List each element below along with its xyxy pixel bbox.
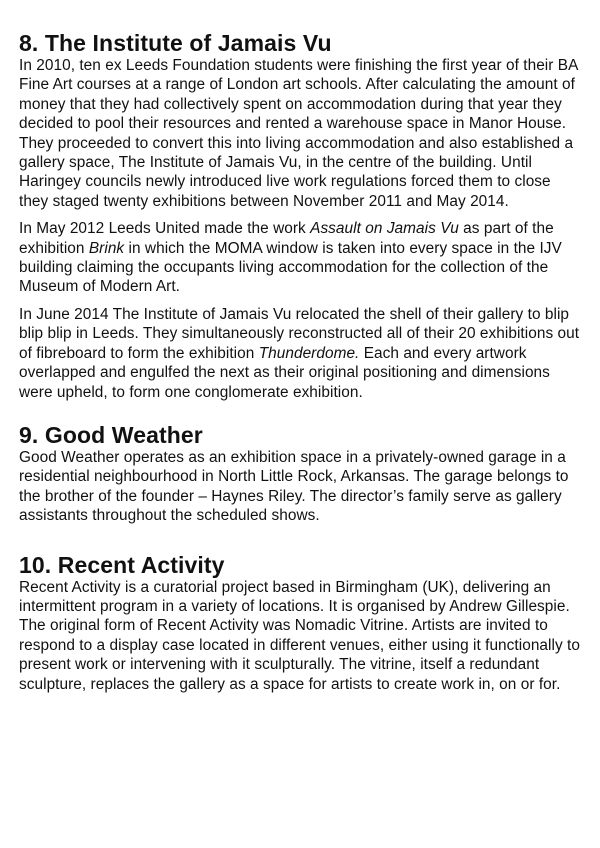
- text-run: Each and every artwork overlapped and engulfed the next as their original positioning and dimensions were upheld, to form one conglomerate exhibition.: [19, 344, 550, 401]
- text-run: as part of the exhibition: [19, 220, 554, 257]
- paragraph: Recent Activity is a curatorial project based in Birmingham (UK), delivering an intermittent program in a variety of locations. It is organised by Andrew Gillespie. The original form of Recent Activity was Nomadic Vitrine. Artists are invited to respond to a display case located in different venues, either using it functionally to present work or intervening with it sculpturally. The vitrine, itself a redundant sculpture, replaces the gallery as a space for artists to create work in, on or for.: [19, 578, 580, 693]
- italic-title: Thunderdome.: [258, 344, 360, 362]
- section-institute-of-jamais-vu: [19, 30, 582, 402]
- text-run: In June 2014 The Institute of Jamais Vu relocated the shell of their gallery to blip blip blip in Leeds. They simultaneously reconstructed all of their 20 exhibitions out of fibreboard to form the exhibition: [19, 305, 580, 362]
- paragraph: In 2010, ten ex Leeds Foundation students were finishing the first year of their BA Fine Art courses at a range of London art schools. After calculating the amount of money that they had collectively spent on accommodation during that year they decided to pool their resources and rented a warehouse space in Manor House. They proceeded to convert this into living accommodation and also established a gallery space, The Institute of Jamais Vu, in the centre of the building. Until Haringey councils newly introduced live work regulations forced them to close they staged twenty exhibitions between November 2011 and May 2014.: [19, 57, 578, 210]
- section-heading: 8. The Institute of Jamais Vu: [19, 30, 332, 56]
- italic-title: Brink: [88, 239, 125, 257]
- text-run: In May 2012 Leeds United made the work: [19, 220, 311, 238]
- italic-title: Assault on Jamais Vu: [310, 220, 459, 238]
- text-run: in which the MOMA window is taken into every space in the IJV building claiming the occupants living accommodation for the collection of the Museum of Modern Art.: [19, 239, 562, 296]
- section-heading: 10. Recent Activity: [19, 551, 225, 578]
- section-good-weather: [19, 422, 582, 526]
- section-heading: 9. Good Weather: [19, 421, 203, 448]
- paragraph: [19, 305, 582, 402]
- section-recent-activity: [19, 552, 582, 694]
- paragraph: [19, 219, 582, 297]
- paragraph: Good Weather operates as an exhibition space in a privately-owned garage in a residential neighbourhood in North Little Rock, Arkansas. The garage belongs to the brother of the founder – Haynes Riley. The director’s family serve as gallery assistants throughout the scheduled shows.: [19, 448, 569, 525]
